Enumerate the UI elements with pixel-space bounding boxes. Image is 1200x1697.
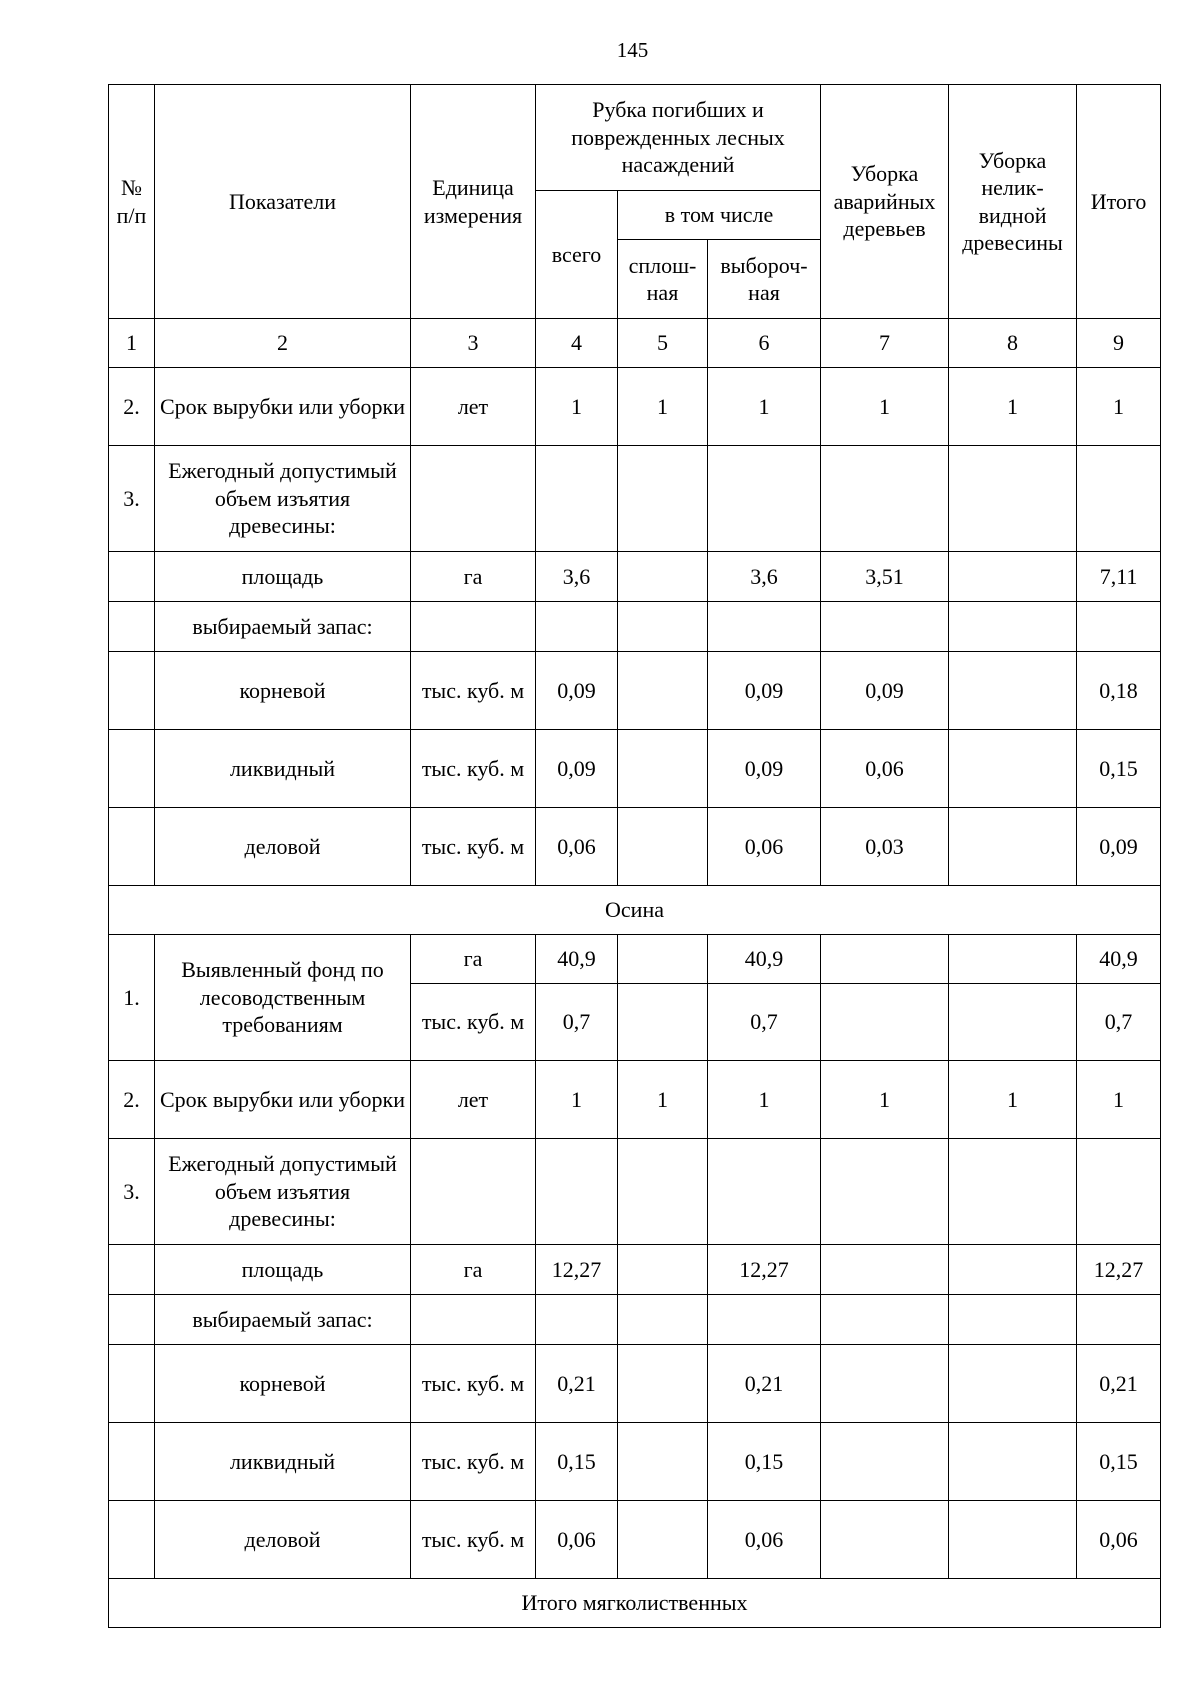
- header-unit: Единица измерения: [411, 85, 536, 319]
- value-grand-total: 0,18: [1077, 652, 1161, 730]
- section-softwood-total-row: [109, 1579, 1161, 1628]
- value-nonliquid: 1: [949, 368, 1077, 446]
- row-label: деловой: [155, 808, 411, 886]
- value-grand-total: 12,27: [1077, 1245, 1161, 1295]
- value-nonliquid: [949, 1501, 1077, 1579]
- value-clear: [618, 935, 708, 984]
- row-label: корневой: [155, 1345, 411, 1423]
- header-nonliquid: Уборка нелик-видной древесины: [949, 85, 1077, 319]
- value-total: 12,27: [536, 1245, 618, 1295]
- row-label: Ежегодный допустимый объем изъятия древесины:: [155, 1139, 411, 1245]
- header-selective: выбороч-ная: [708, 240, 821, 319]
- col-number: 1: [109, 319, 155, 368]
- value-nonliquid: [949, 1139, 1077, 1245]
- row-unit: тыс. куб. м: [411, 652, 536, 730]
- value-total: 0,09: [536, 652, 618, 730]
- row-number: [109, 1423, 155, 1501]
- row-unit: тыс. куб. м: [411, 730, 536, 808]
- row-unit: га: [411, 552, 536, 602]
- value-emergency: [821, 1423, 949, 1501]
- value-grand-total: 0,06: [1077, 1501, 1161, 1579]
- value-grand-total: 7,11: [1077, 552, 1161, 602]
- value-nonliquid: [949, 552, 1077, 602]
- table-row: [109, 602, 1161, 652]
- table-row: [109, 552, 1161, 602]
- value-clear: [618, 652, 708, 730]
- value-total: 0,7: [536, 984, 618, 1061]
- value-grand-total: 40,9: [1077, 935, 1161, 984]
- row-label: Срок вырубки или уборки: [155, 1061, 411, 1139]
- value-clear: [618, 1295, 708, 1345]
- row-unit: тыс. куб. м: [411, 1501, 536, 1579]
- value-selective: 1: [708, 368, 821, 446]
- row-number: 3.: [109, 1139, 155, 1245]
- value-selective: 40,9: [708, 935, 821, 984]
- value-clear: [618, 1345, 708, 1423]
- value-emergency: [821, 1139, 949, 1245]
- value-nonliquid: [949, 935, 1077, 984]
- table-row: [109, 808, 1161, 886]
- value-emergency: [821, 935, 949, 984]
- value-nonliquid: [949, 1245, 1077, 1295]
- value-total: 1: [536, 368, 618, 446]
- table-row: [109, 1245, 1161, 1295]
- table-row: [109, 1061, 1161, 1139]
- value-emergency: [821, 446, 949, 552]
- row-unit: тыс. куб. м: [411, 808, 536, 886]
- value-nonliquid: [949, 1345, 1077, 1423]
- value-grand-total: [1077, 1139, 1161, 1245]
- value-grand-total: 0,7: [1077, 984, 1161, 1061]
- row-number: [109, 808, 155, 886]
- row-unit: тыс. куб. м: [411, 984, 536, 1061]
- header-num: № п/п: [109, 85, 155, 319]
- value-grand-total: [1077, 446, 1161, 552]
- value-selective: 1: [708, 1061, 821, 1139]
- value-selective: 0,15: [708, 1423, 821, 1501]
- row-unit: [411, 1139, 536, 1245]
- value-selective: 0,09: [708, 730, 821, 808]
- header-felling-group: Рубка погибших и поврежденных лесных насаждений: [536, 85, 821, 191]
- value-total: 0,15: [536, 1423, 618, 1501]
- section-softwood-total: Итого мягколиственных: [109, 1579, 1161, 1628]
- value-selective: [708, 446, 821, 552]
- row-label: площадь: [155, 1245, 411, 1295]
- value-clear: 1: [618, 1061, 708, 1139]
- value-clear: [618, 1423, 708, 1501]
- table-row: [109, 446, 1161, 552]
- value-total: 40,9: [536, 935, 618, 984]
- value-emergency: 0,06: [821, 730, 949, 808]
- value-total: 0,06: [536, 1501, 618, 1579]
- table-row: [109, 652, 1161, 730]
- col-number: 8: [949, 319, 1077, 368]
- value-selective: 0,06: [708, 808, 821, 886]
- value-clear: [618, 984, 708, 1061]
- table-row: [109, 368, 1161, 446]
- row-label: площадь: [155, 552, 411, 602]
- col-number: 7: [821, 319, 949, 368]
- row-number: [109, 730, 155, 808]
- value-selective: 0,09: [708, 652, 821, 730]
- row-label: деловой: [155, 1501, 411, 1579]
- value-grand-total: 0,09: [1077, 808, 1161, 886]
- row-unit: тыс. куб. м: [411, 1345, 536, 1423]
- value-selective: 0,7: [708, 984, 821, 1061]
- section-aspen: Осина: [109, 886, 1161, 935]
- header-clear: сплош-ная: [618, 240, 708, 319]
- table-row: [109, 1139, 1161, 1245]
- table-row: [109, 1295, 1161, 1345]
- header-indicators: Показатели: [155, 85, 411, 319]
- row-label: Ежегодный допустимый объем изъятия древесины:: [155, 446, 411, 552]
- value-grand-total: [1077, 1295, 1161, 1345]
- value-emergency: [821, 1295, 949, 1345]
- value-nonliquid: [949, 446, 1077, 552]
- value-emergency: 1: [821, 368, 949, 446]
- col-number: 6: [708, 319, 821, 368]
- value-total: [536, 1139, 618, 1245]
- table-row: [109, 1345, 1161, 1423]
- value-nonliquid: [949, 652, 1077, 730]
- value-grand-total: 1: [1077, 368, 1161, 446]
- value-total: 1: [536, 1061, 618, 1139]
- col-number: 5: [618, 319, 708, 368]
- col-number: 2: [155, 319, 411, 368]
- section-aspen-row: [109, 886, 1161, 935]
- table-row: [109, 1501, 1161, 1579]
- value-total: 0,09: [536, 730, 618, 808]
- row-unit: лет: [411, 368, 536, 446]
- header-total-felling: всего: [536, 191, 618, 319]
- col-number: 4: [536, 319, 618, 368]
- header-total: Итого: [1077, 85, 1161, 319]
- value-grand-total: [1077, 602, 1161, 652]
- value-grand-total: 1: [1077, 1061, 1161, 1139]
- value-emergency: [821, 984, 949, 1061]
- value-total: [536, 1295, 618, 1345]
- value-emergency: 0,09: [821, 652, 949, 730]
- row-number: 1.: [109, 935, 155, 1061]
- value-emergency: [821, 1245, 949, 1295]
- row-number: [109, 1501, 155, 1579]
- value-selective: 0,06: [708, 1501, 821, 1579]
- value-total: 0,21: [536, 1345, 618, 1423]
- value-selective: [708, 1295, 821, 1345]
- row-label: ликвидный: [155, 730, 411, 808]
- value-clear: [618, 1245, 708, 1295]
- value-grand-total: 0,15: [1077, 1423, 1161, 1501]
- value-selective: 0,21: [708, 1345, 821, 1423]
- value-total: [536, 446, 618, 552]
- value-nonliquid: [949, 602, 1077, 652]
- value-selective: [708, 602, 821, 652]
- value-emergency: [821, 1345, 949, 1423]
- table-row: [109, 1423, 1161, 1501]
- table-row: [109, 730, 1161, 808]
- row-number: [109, 1295, 155, 1345]
- value-total: 0,06: [536, 808, 618, 886]
- row-label: выбираемый запас:: [155, 602, 411, 652]
- value-clear: 1: [618, 368, 708, 446]
- value-emergency: 0,03: [821, 808, 949, 886]
- value-selective: 12,27: [708, 1245, 821, 1295]
- value-clear: [618, 1139, 708, 1245]
- forest-felling-table: [108, 84, 1161, 1628]
- page-number: 145: [616, 38, 649, 62]
- value-nonliquid: [949, 1295, 1077, 1345]
- value-total: 3,6: [536, 552, 618, 602]
- header-including: в том числе: [618, 191, 821, 240]
- row-number: 3.: [109, 446, 155, 552]
- row-unit: [411, 446, 536, 552]
- value-emergency: 3,51: [821, 552, 949, 602]
- value-nonliquid: 1: [949, 1061, 1077, 1139]
- row-unit: [411, 1295, 536, 1345]
- value-clear: [618, 1501, 708, 1579]
- row-number: [109, 1245, 155, 1295]
- row-number: 2.: [109, 368, 155, 446]
- header-emergency: Уборка аварийных деревьев: [821, 85, 949, 319]
- table-row: [109, 935, 1161, 984]
- column-number-row: [109, 319, 1161, 368]
- row-unit: га: [411, 1245, 536, 1295]
- row-label: ликвидный: [155, 1423, 411, 1501]
- value-emergency: [821, 1501, 949, 1579]
- value-grand-total: 0,21: [1077, 1345, 1161, 1423]
- value-selective: 3,6: [708, 552, 821, 602]
- row-number: [109, 1345, 155, 1423]
- row-label: корневой: [155, 652, 411, 730]
- value-clear: [618, 730, 708, 808]
- row-unit: тыс. куб. м: [411, 1423, 536, 1501]
- row-label: Выявленный фонд по лесоводственным требованиям: [155, 935, 411, 1061]
- value-clear: [618, 552, 708, 602]
- col-number: 3: [411, 319, 536, 368]
- row-number: 2.: [109, 1061, 155, 1139]
- value-total: [536, 602, 618, 652]
- value-grand-total: 0,15: [1077, 730, 1161, 808]
- col-number: 9: [1077, 319, 1161, 368]
- value-clear: [618, 446, 708, 552]
- value-nonliquid: [949, 984, 1077, 1061]
- row-label: выбираемый запас:: [155, 1295, 411, 1345]
- value-emergency: 1: [821, 1061, 949, 1139]
- row-label: Срок вырубки или уборки: [155, 368, 411, 446]
- value-clear: [618, 808, 708, 886]
- row-number: [109, 602, 155, 652]
- value-nonliquid: [949, 730, 1077, 808]
- value-emergency: [821, 602, 949, 652]
- value-clear: [618, 602, 708, 652]
- value-nonliquid: [949, 1423, 1077, 1501]
- row-number: [109, 652, 155, 730]
- row-unit: га: [411, 935, 536, 984]
- value-selective: [708, 1139, 821, 1245]
- row-number: [109, 552, 155, 602]
- row-unit: [411, 602, 536, 652]
- row-unit: лет: [411, 1061, 536, 1139]
- value-nonliquid: [949, 808, 1077, 886]
